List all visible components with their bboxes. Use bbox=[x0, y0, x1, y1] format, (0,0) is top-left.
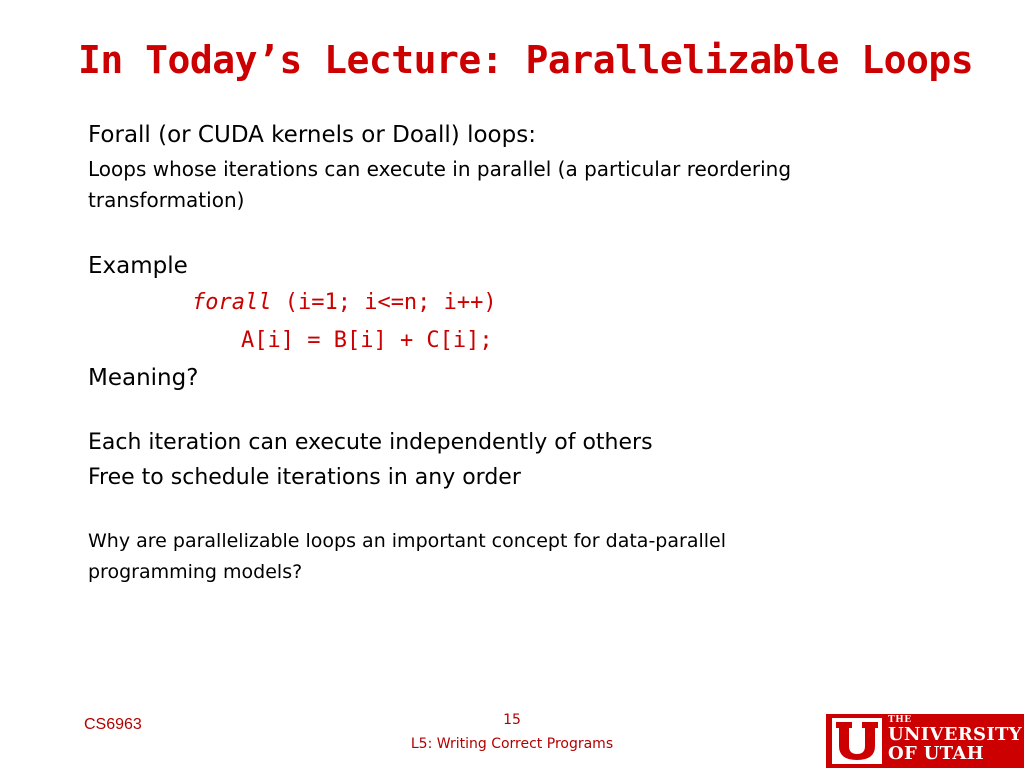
example-label: Example bbox=[88, 253, 188, 279]
code-line-2: A[i] = B[i] + C[i]; bbox=[241, 328, 493, 353]
block-u-icon bbox=[832, 718, 882, 764]
definition-line-1: Loops whose iterations can execute in parallel (a particular reordering bbox=[88, 157, 792, 181]
definition-line-2: transformation) bbox=[88, 188, 245, 212]
logo-university: UNIVERSITY bbox=[888, 724, 1022, 745]
code-loop-header: (i=1; i<=n; i++) bbox=[271, 290, 497, 315]
forall-heading: Forall (or CUDA kernels or Doall) loops: bbox=[88, 122, 536, 148]
question-line-2: programming models? bbox=[88, 561, 303, 583]
logo-of-utah: OF UTAH bbox=[888, 743, 984, 764]
course-code: CS6963 bbox=[84, 716, 142, 733]
code-keyword-forall: forall bbox=[192, 290, 272, 315]
lecture-title: L5: Writing Correct Programs bbox=[410, 736, 614, 752]
point-any-order: Free to schedule iterations in any order bbox=[88, 465, 521, 490]
page-number: 15 bbox=[503, 712, 521, 728]
point-independent: Each iteration can execute independently of others bbox=[88, 430, 653, 455]
university-logo bbox=[826, 714, 1024, 768]
code-line-1 bbox=[192, 290, 497, 315]
question-line-1: Why are parallelizable loops an important concept for data-parallel bbox=[88, 530, 726, 552]
meaning-label: Meaning? bbox=[88, 365, 199, 391]
logo-the: THE bbox=[888, 715, 912, 725]
logo-wordmark bbox=[888, 716, 1022, 763]
slide-title: In Today’s Lecture: Parallelizable Loops bbox=[78, 38, 974, 82]
